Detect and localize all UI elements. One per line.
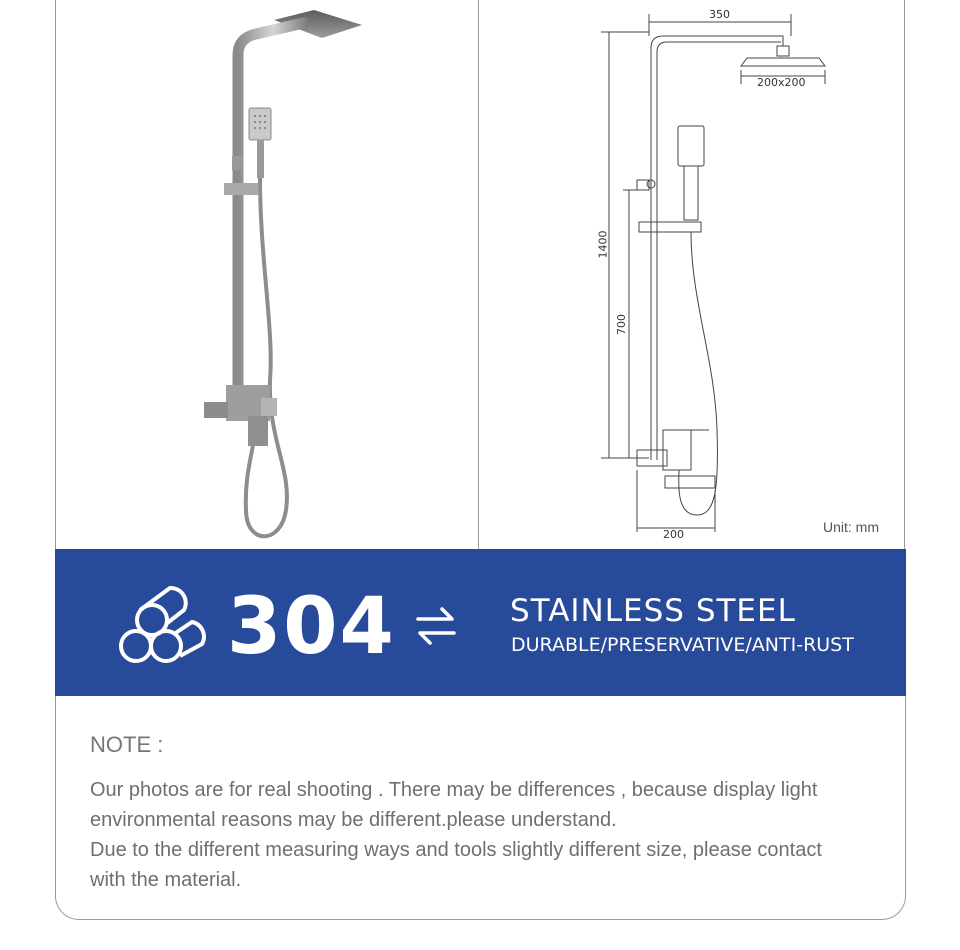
note-line: with the material.	[90, 869, 242, 891]
note-line: Due to the different measuring ways and tools slightly different size, please contact	[90, 839, 822, 861]
pipes-icon	[116, 580, 206, 670]
dim-head-label: 200x200	[757, 76, 806, 89]
note-label: NOTE :	[90, 732, 164, 757]
shower-set-illustration	[56, 0, 478, 549]
note-line: environmental reasons may be different.please understand.	[90, 809, 617, 831]
dimension-drawing	[479, 0, 904, 549]
note-line: Our photos are for real shooting . There may be differences , because display light	[90, 779, 818, 801]
dim-mid-label: 700	[615, 314, 628, 335]
dim-width-label: 350	[709, 8, 730, 21]
material-title: STAINLESS STEEL	[510, 593, 796, 629]
swap-arrows-icon	[412, 604, 460, 648]
dim-height-label: 1400	[596, 230, 610, 259]
unit-label: Unit: mm	[823, 519, 879, 535]
dimension-diagram	[479, 0, 904, 549]
product-photo	[56, 0, 478, 549]
dim-base-label: 200	[663, 528, 684, 541]
material-subtitle: DURABLE/PRESERVATIVE/ANTI-RUST	[511, 634, 854, 656]
material-grade: 304	[227, 582, 396, 672]
